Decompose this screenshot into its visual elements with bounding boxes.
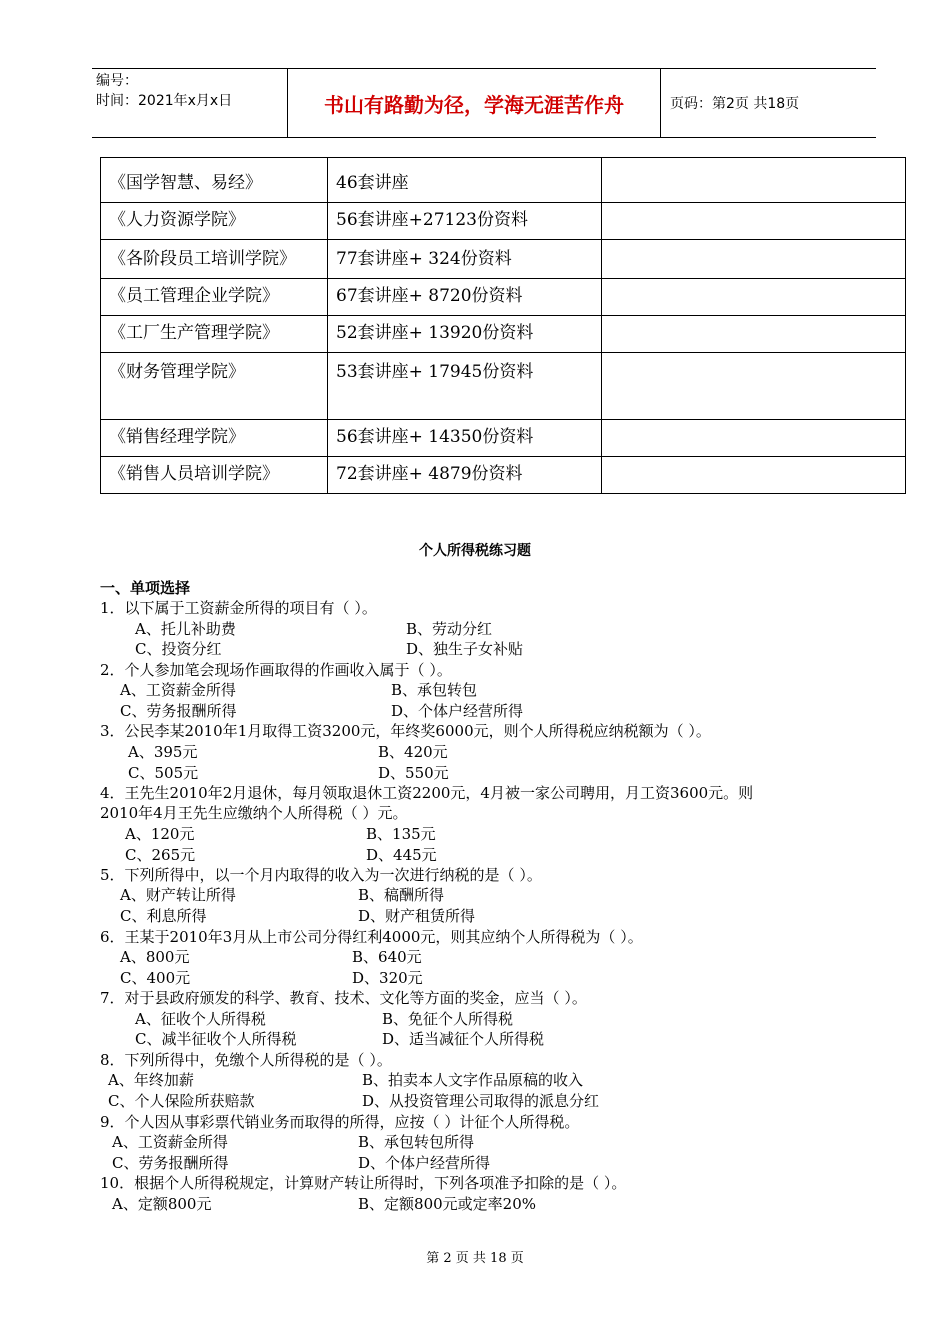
table-row xyxy=(101,316,906,353)
table-row xyxy=(101,420,906,457)
option-a: A、定额800元 xyxy=(112,1195,212,1213)
table-row xyxy=(101,240,906,279)
resource-desc: 56套讲座+27123份资料 xyxy=(328,203,602,240)
option-d: D、从投资管理公司取得的派息分红 xyxy=(362,1092,600,1110)
question-text: 1．以下属于工资薪金所得的项目有（ ）。 xyxy=(100,599,377,617)
resource-empty xyxy=(602,420,906,457)
question-text: 3．公民李某2010年1月取得工资3200元，年终奖6000元，则个人所得税应纳税额为（ ）。 xyxy=(100,722,711,740)
option-d: D、财产租赁所得 xyxy=(358,907,476,925)
table-row xyxy=(101,203,906,240)
option-d: D、445元 xyxy=(366,846,437,864)
resource-desc: 52套讲座+ 13920份资料 xyxy=(328,316,602,353)
table-row xyxy=(101,158,906,203)
question-text: 5．下列所得中，以一个月内取得的收入为一次进行纳税的是（ ）。 xyxy=(100,866,542,884)
page-label: 页码：第2页 共18页 xyxy=(670,96,800,112)
section-heading: 一、单项选择 xyxy=(100,579,191,597)
option-b: B、拍卖本人文字作品原稿的收入 xyxy=(362,1071,584,1089)
option-d: D、个体户经营所得 xyxy=(358,1154,491,1172)
resource-name: 《销售人员培训学院》 xyxy=(101,457,328,494)
option-a: A、年终加薪 xyxy=(108,1071,194,1089)
resource-desc: 46套讲座 xyxy=(328,158,602,203)
table-row xyxy=(101,279,906,316)
option-b: B、135元 xyxy=(366,825,436,843)
option-b: B、420元 xyxy=(378,743,448,761)
resource-name: 《人力资源学院》 xyxy=(101,203,328,240)
page-footer: 第 2 页 共 18 页 xyxy=(426,1251,524,1266)
option-b: B、定额800元或定率20% xyxy=(358,1195,536,1213)
question-text: 4．王先生2010年2月退休，每月领取退休工资2200元，4月被一家公司聘用，月工资3600元。则 xyxy=(100,784,754,802)
resource-empty xyxy=(602,158,906,203)
option-d: D、320元 xyxy=(352,969,423,987)
option-b: B、承包转包 xyxy=(391,681,478,699)
option-a: A、395元 xyxy=(128,743,198,761)
option-c: C、减半征收个人所得税 xyxy=(135,1030,297,1048)
option-a: A、托儿补助费 xyxy=(135,620,236,638)
option-a: A、征收个人所得税 xyxy=(135,1010,266,1028)
resource-name: 《销售经理学院》 xyxy=(101,420,328,457)
resource-name: 《各阶段员工培训学院》 xyxy=(101,240,328,279)
option-b: B、640元 xyxy=(352,948,422,966)
question-text: 9．个人因从事彩票代销业务而取得的所得，应按（ ）计征个人所得税。 xyxy=(100,1113,580,1131)
date-label: 时间：2021年x月x日 xyxy=(96,93,233,109)
question-text: 10．根据个人所得税规定，计算财产转让所得时，下列各项准予扣除的是（ ）。 xyxy=(100,1174,627,1192)
option-c: C、505元 xyxy=(128,764,199,782)
option-d: D、个体户经营所得 xyxy=(391,702,524,720)
option-b: B、免征个人所得税 xyxy=(382,1010,514,1028)
number-label: 编号： xyxy=(96,73,138,89)
option-a: A、工资薪金所得 xyxy=(112,1133,228,1151)
option-c: C、利息所得 xyxy=(120,907,207,925)
page-header xyxy=(92,68,876,138)
table-row xyxy=(101,353,906,420)
resource-table xyxy=(100,157,906,494)
resource-desc: 56套讲座+ 14350份资料 xyxy=(328,420,602,457)
question-text: 6．王某于2010年3月从上市公司分得红利4000元，则其应纳个人所得税为（ ）。 xyxy=(100,928,643,946)
option-a: A、财产转让所得 xyxy=(120,886,236,904)
header-meta xyxy=(92,69,287,137)
question-text: 7．对于县政府颁发的科学、教育、技术、文化等方面的奖金，应当（ ）。 xyxy=(100,989,587,1007)
resource-name: 《工厂生产管理学院》 xyxy=(101,316,328,353)
resource-desc: 77套讲座+ 324份资料 xyxy=(328,240,602,279)
doc-title: 个人所得税练习题 xyxy=(419,543,531,559)
motto: 书山有路勤为径，学海无涯苦作舟 xyxy=(287,69,661,137)
option-b: B、劳动分红 xyxy=(406,620,493,638)
question-text: 8．下列所得中，免缴个人所得税的是（ ）。 xyxy=(100,1051,392,1069)
resource-name: 《员工管理企业学院》 xyxy=(101,279,328,316)
resource-empty xyxy=(602,353,906,420)
resource-desc: 67套讲座+ 8720份资料 xyxy=(328,279,602,316)
option-c: C、400元 xyxy=(120,969,191,987)
resource-empty xyxy=(602,316,906,353)
resource-empty xyxy=(602,203,906,240)
question-text-cont: 2010年4月王先生应缴纳个人所得税（ ）元。 xyxy=(100,804,408,822)
option-b: B、承包转包所得 xyxy=(358,1133,475,1151)
resource-empty xyxy=(602,457,906,494)
resource-name: 《财务管理学院》 xyxy=(101,353,328,420)
option-a: A、120元 xyxy=(125,825,195,843)
option-c: C、劳务报酬所得 xyxy=(112,1154,229,1172)
option-d: D、适当减征个人所得税 xyxy=(382,1030,545,1048)
option-c: C、投资分红 xyxy=(135,640,222,658)
resource-empty xyxy=(602,279,906,316)
option-a: A、800元 xyxy=(120,948,190,966)
resource-empty xyxy=(602,240,906,279)
resource-desc: 72套讲座+ 4879份资料 xyxy=(328,457,602,494)
option-b: B、稿酬所得 xyxy=(358,886,445,904)
option-c: C、个人保险所获赔款 xyxy=(108,1092,255,1110)
option-d: D、550元 xyxy=(378,764,449,782)
table-row xyxy=(101,457,906,494)
option-d: D、独生子女补贴 xyxy=(406,640,524,658)
resource-name: 《国学智慧、易经》 xyxy=(101,158,328,203)
option-c: C、劳务报酬所得 xyxy=(120,702,237,720)
option-c: C、265元 xyxy=(125,846,196,864)
question-text: 2．个人参加笔会现场作画取得的作画收入属于（ ）。 xyxy=(100,661,452,679)
resource-desc: 53套讲座+ 17945份资料 xyxy=(328,353,602,420)
option-a: A、工资薪金所得 xyxy=(120,681,236,699)
